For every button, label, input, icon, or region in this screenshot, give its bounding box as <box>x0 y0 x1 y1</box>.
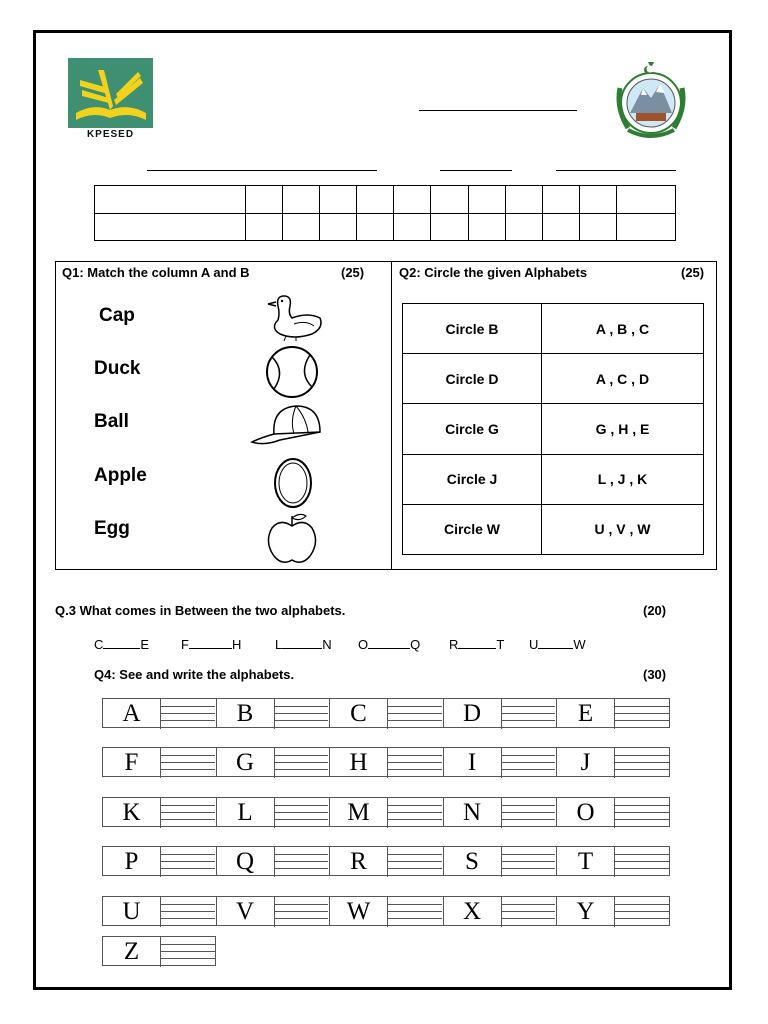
writing-lines[interactable] <box>387 748 442 778</box>
alphabet-letter: E <box>577 700 594 727</box>
alphabet-letter: M <box>347 799 370 826</box>
cap-picture[interactable] <box>250 402 324 448</box>
alphabet-cell <box>329 797 444 827</box>
info-cell[interactable] <box>246 213 283 241</box>
alphabet-letter: P <box>124 848 139 875</box>
kpesed-logo <box>68 58 153 142</box>
info-cell[interactable] <box>394 213 431 241</box>
egg-picture[interactable] <box>270 454 316 510</box>
info-cell[interactable] <box>579 186 616 214</box>
writing-lines[interactable] <box>387 699 442 729</box>
alphabet-cell <box>102 896 217 926</box>
q1-word[interactable]: Egg <box>94 518 130 539</box>
info-cell[interactable] <box>431 186 468 214</box>
info-cell[interactable] <box>579 213 616 241</box>
alphabet-letter: J <box>580 749 591 776</box>
alphabet-cell <box>102 846 217 876</box>
circle-label: Circle J <box>403 454 542 504</box>
q3-pair[interactable]: R T <box>449 637 505 652</box>
circle-options[interactable]: U , V , W <box>542 504 704 554</box>
q1-word[interactable]: Apple <box>94 465 147 486</box>
alphabet-letter: C <box>350 700 367 727</box>
info-cell[interactable] <box>542 186 579 214</box>
info-cell[interactable] <box>394 186 431 214</box>
writing-lines[interactable] <box>274 748 329 778</box>
q1-marks: (25) <box>341 265 365 280</box>
alphabet-cell <box>556 698 670 728</box>
q1-title: Q1: Match the column A and B <box>62 265 250 280</box>
writing-lines[interactable] <box>501 897 556 927</box>
info-cell[interactable] <box>95 186 246 214</box>
alphabet-letter: H <box>349 749 368 776</box>
writing-lines[interactable] <box>501 699 556 729</box>
alphabet-letter: K <box>122 799 141 826</box>
info-cell[interactable] <box>95 213 246 241</box>
info-cell[interactable] <box>357 213 394 241</box>
alphabet-cell <box>216 846 331 876</box>
writing-lines[interactable] <box>501 748 556 778</box>
alphabet-letter: I <box>467 749 477 776</box>
writing-lines[interactable] <box>614 897 669 927</box>
alphabet-cell <box>216 896 331 926</box>
writing-lines[interactable] <box>160 897 215 927</box>
alphabet-letter: A <box>122 700 141 727</box>
writing-lines[interactable] <box>387 798 442 828</box>
alphabet-letter: Z <box>123 938 140 965</box>
apple-picture[interactable] <box>264 510 320 566</box>
alphabet-letter: O <box>576 799 595 826</box>
writing-lines[interactable] <box>160 748 215 778</box>
q3-pair[interactable]: L N <box>275 637 332 652</box>
alphabet-letter: X <box>462 898 482 925</box>
alphabet-row <box>102 896 670 926</box>
q2-title: Q2: Circle the given Alphabets <box>399 265 588 280</box>
writing-lines[interactable] <box>614 798 669 828</box>
circle-label: Circle W <box>403 504 542 554</box>
alphabet-row <box>102 846 670 876</box>
alphabet-letter: Q <box>235 848 255 875</box>
q3-pair[interactable]: O Q <box>358 637 421 652</box>
alphabet-letter: G <box>235 749 255 776</box>
date-blank-line[interactable] <box>556 170 676 171</box>
alphabet-letter: F <box>124 749 139 776</box>
writing-lines[interactable] <box>274 699 329 729</box>
duck-picture[interactable] <box>264 292 326 342</box>
name-blank-line[interactable] <box>147 170 377 171</box>
alphabet-cell <box>329 896 444 926</box>
writing-lines[interactable] <box>274 897 329 927</box>
alphabet-letter: D <box>462 700 482 727</box>
q3-pair[interactable]: U W <box>529 637 586 652</box>
circle-label: Circle G <box>403 404 542 454</box>
writing-lines[interactable] <box>614 699 669 729</box>
alphabet-cell <box>329 846 444 876</box>
info-cell[interactable] <box>320 186 357 214</box>
writing-lines[interactable] <box>160 798 215 828</box>
q4-title: Q4: See and write the alphabets. <box>94 667 295 682</box>
info-cell[interactable] <box>283 213 320 241</box>
writing-lines[interactable] <box>614 748 669 778</box>
q3-pair[interactable]: C E <box>94 637 150 652</box>
info-cell[interactable] <box>431 213 468 241</box>
alphabet-cell <box>443 797 558 827</box>
info-cell[interactable] <box>320 213 357 241</box>
q2-marks: (25) <box>681 265 705 280</box>
circle-options[interactable]: A , C , D <box>542 354 704 404</box>
alphabet-cell <box>102 936 216 966</box>
alphabet-cell <box>443 896 558 926</box>
alphabet-cell <box>556 747 670 777</box>
info-cell[interactable] <box>542 213 579 241</box>
info-cell[interactable] <box>357 186 394 214</box>
alphabet-cell <box>443 698 558 728</box>
alphabet-cell <box>556 797 670 827</box>
circle-label: Circle D <box>403 354 542 404</box>
alphabet-letter: R <box>350 848 367 875</box>
writing-lines[interactable] <box>274 847 329 877</box>
ball-picture[interactable] <box>264 345 320 399</box>
circle-options[interactable]: G , H , E <box>542 404 704 454</box>
alphabet-cell <box>329 698 444 728</box>
circle-options[interactable]: A , B , C <box>542 304 704 354</box>
alphabet-letter: B <box>236 700 254 727</box>
circle-label: Circle B <box>403 304 542 354</box>
q1-word[interactable]: Duck <box>94 358 141 379</box>
alphabet-row <box>102 698 670 728</box>
student-info-table <box>94 185 676 241</box>
alphabet-row <box>102 747 670 777</box>
writing-lines[interactable] <box>274 798 329 828</box>
info-cell[interactable] <box>505 213 542 241</box>
alphabet-cell <box>329 747 444 777</box>
alphabet-letter: L <box>237 799 253 826</box>
writing-lines[interactable] <box>501 798 556 828</box>
info-cell[interactable] <box>468 186 505 214</box>
alphabet-cell <box>102 797 217 827</box>
alphabet-letter: S <box>465 848 479 875</box>
writing-lines[interactable] <box>160 699 215 729</box>
info-cell[interactable] <box>246 186 283 214</box>
q1-word[interactable]: Cap <box>99 305 135 326</box>
alphabet-cell <box>556 896 670 926</box>
alphabet-row <box>102 936 216 966</box>
info-cell[interactable] <box>617 213 676 241</box>
alphabet-cell <box>102 698 217 728</box>
q3-pair[interactable]: F H <box>181 637 242 652</box>
alphabet-cell <box>443 747 558 777</box>
writing-lines[interactable] <box>160 937 215 967</box>
alphabet-letter: W <box>346 898 371 925</box>
writing-lines[interactable] <box>387 897 442 927</box>
writing-lines[interactable] <box>614 847 669 877</box>
circle-options[interactable]: L , J , K <box>542 454 704 504</box>
alphabet-cell <box>556 846 670 876</box>
alphabet-row <box>102 797 670 827</box>
q4-marks: (30) <box>643 667 667 682</box>
logo-text: KPESED <box>86 129 135 140</box>
info-cell[interactable] <box>283 186 320 214</box>
q-divider <box>391 261 392 570</box>
alphabet-letter: Y <box>576 898 595 925</box>
alphabet-cell <box>216 797 331 827</box>
q3-title: Q.3 What comes in Between the two alphabets. <box>55 603 346 618</box>
alphabet-letter: U <box>122 898 141 925</box>
title-blank-line[interactable] <box>419 110 577 111</box>
writing-lines[interactable] <box>387 847 442 877</box>
info-cell[interactable] <box>617 186 676 214</box>
alphabet-cell <box>216 747 331 777</box>
q3-marks: (20) <box>643 603 667 618</box>
writing-lines[interactable] <box>160 847 215 877</box>
circle-alphabets-table <box>402 303 704 555</box>
class-blank-line[interactable] <box>440 170 512 171</box>
q1-word[interactable]: Ball <box>94 411 129 432</box>
alphabet-letter: T <box>577 848 594 875</box>
alphabet-cell <box>216 698 331 728</box>
info-cell[interactable] <box>505 186 542 214</box>
government-emblem <box>608 58 694 144</box>
alphabet-cell <box>102 747 217 777</box>
alphabet-letter: N <box>462 799 482 826</box>
alphabet-cell <box>443 846 558 876</box>
alphabet-letter: V <box>235 898 255 925</box>
writing-lines[interactable] <box>501 847 556 877</box>
info-cell[interactable] <box>468 213 505 241</box>
